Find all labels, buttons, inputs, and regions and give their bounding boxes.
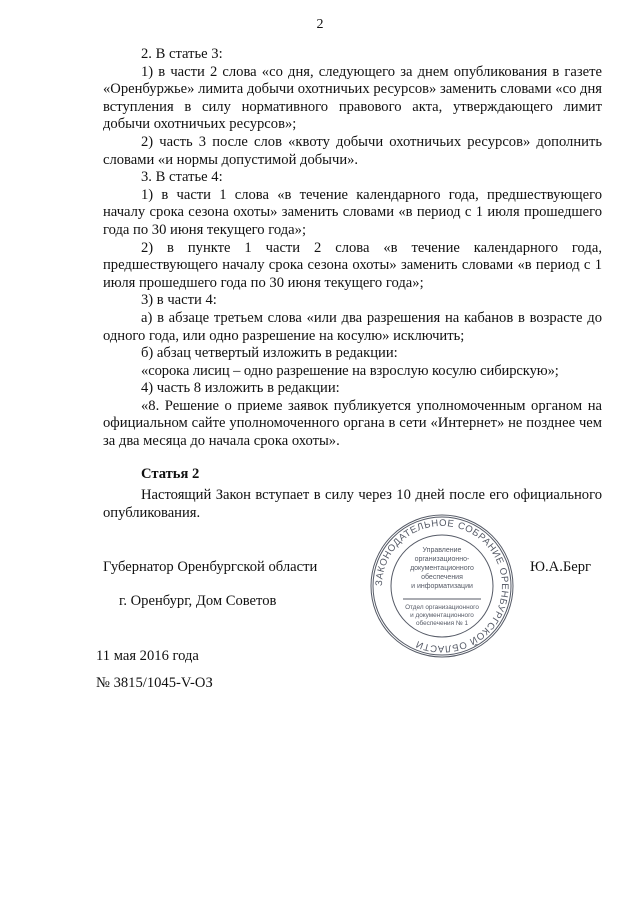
seal-ring-text: ЗАКОНОДАТЕЛЬНОЕ СОБРАНИЕ ОРЕНБУРГСКОЙ ОБЛАСТИ	[373, 517, 511, 655]
seal-inner-line: обеспечения	[421, 574, 463, 581]
paragraph: б) абзац четвертый изложить в редакции:	[141, 345, 398, 362]
paragraph: «8. Решение о приеме заявок публикуется уполномоченным органом на официальном сайте уполномоченного органа в сети «Интернет» не позднее чем за два месяца до начала срока охоты».	[103, 397, 602, 450]
paragraph: 1) в части 2 слова «со дня, следующего за днем опубликования в газете «Оренбуржье» лимита добычи охотничьих ресурсов» заменить словами «со дня вступления в силу нормативного правового акта, утверждающего лимит добычи охотничьих ресурсов»;	[103, 63, 602, 133]
paragraph: 3) в части 4:	[141, 292, 217, 309]
law-number: № 3815/1045-V-ОЗ	[96, 675, 213, 691]
seal-inner-line: и информатизации	[411, 583, 473, 590]
signatory-position: Губернатор Оренбургской области	[103, 559, 318, 575]
seal-inner-line: документационного	[410, 565, 474, 572]
seal-dept-line: обеспечения № 1	[415, 620, 469, 627]
seal-inner-line: организационно-	[414, 556, 470, 563]
paragraph: 3. В статье 4:	[141, 169, 223, 186]
signing-date: 11 мая 2016 года	[96, 648, 199, 664]
paragraph: а) в абзаце третьем слова «или два разрешения на кабанов в возрасте до одного года, или одно разрешение на косулю» исключить;	[103, 309, 602, 344]
paragraph: «сорока лисиц – одно разрешение на взрослую косулю сибирскую»;	[141, 362, 559, 379]
paragraph: 2) в пункте 1 части 2 слова «в течение календарного года, предшествующего началу срока сезона охоты» заменить словами «в период с 1 июля прошедшего года по 30 июня текущего года»;	[103, 239, 602, 291]
seal-dept-line: Отдел организационного	[405, 604, 479, 611]
seal-inner-line: Управление	[422, 547, 462, 554]
article-text: Настоящий Закон вступает в силу через 10 дней после его официального опубликования.	[103, 487, 602, 521]
signing-place: г. Оренбург, Дом Советов	[119, 593, 277, 609]
paragraph: 4) часть 8 изложить в редакции:	[141, 380, 340, 397]
official-seal-stamp	[368, 512, 516, 660]
seal-dept-line: и документационного	[410, 612, 474, 619]
page-number: 2	[316, 17, 324, 32]
paragraph: 2. В статье 3:	[141, 46, 223, 62]
amendments-text	[103, 46, 602, 451]
paragraph: 2) часть 3 после слов «квоту добычи охотничьих ресурсов» дополнить словами «и нормы допустимой добычи».	[103, 133, 602, 168]
signatory-name: Ю.А.Берг	[530, 559, 591, 575]
seal-graphic	[368, 512, 516, 660]
article-title: Статья 2	[141, 466, 200, 482]
paragraph: 1) в части 1 слова «в течение календарного года, предшествующего началу срока сезона охоты» заменить словами «в период с 1 июля прошедшего года по 30 июня текущего года»;	[103, 186, 602, 238]
